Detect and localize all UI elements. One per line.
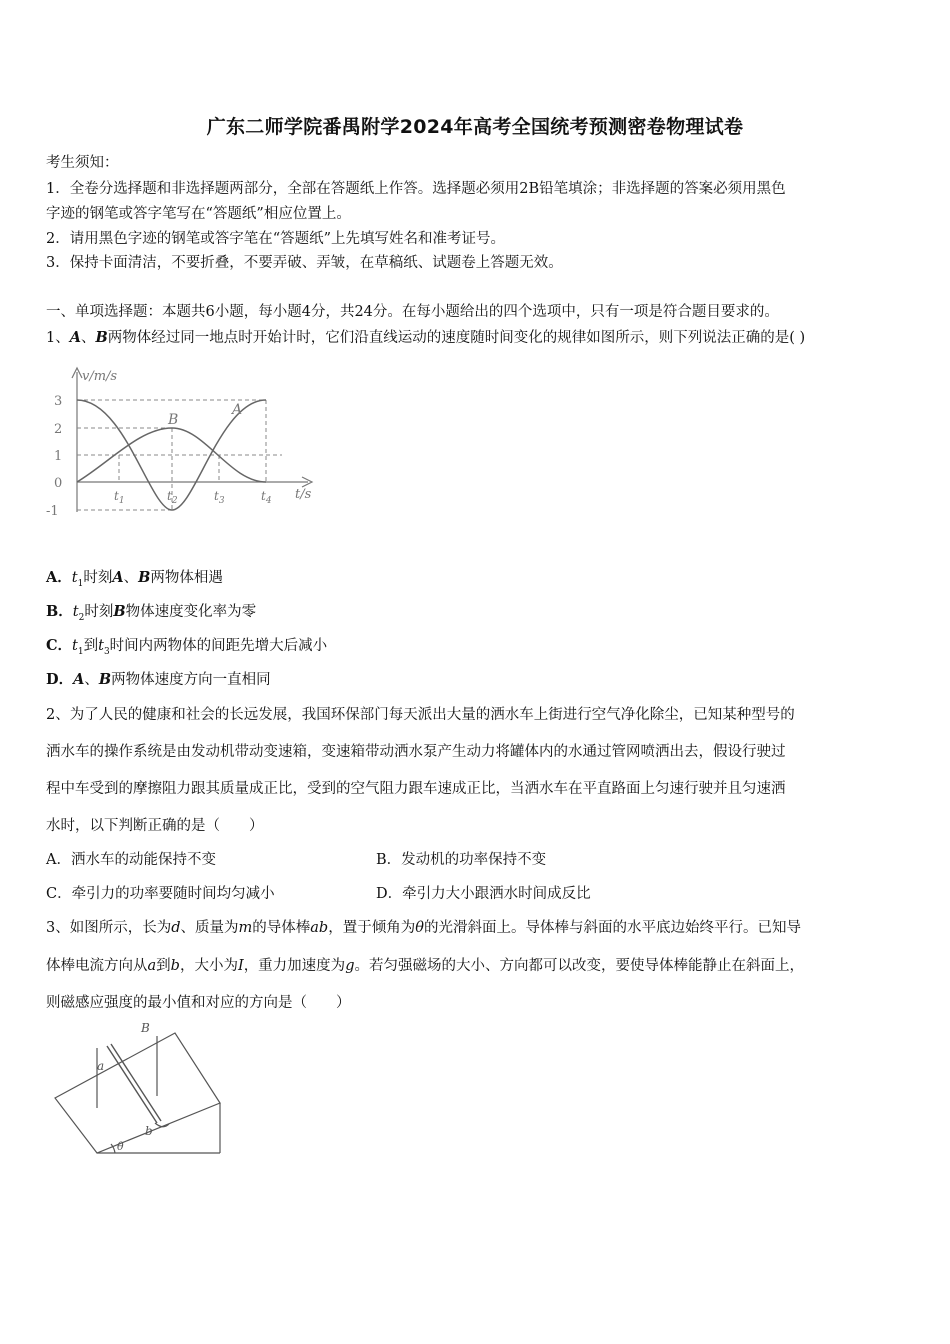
svg-text:1: 1 bbox=[54, 449, 63, 464]
label-a: a bbox=[97, 1059, 105, 1073]
q2-option-b: B．发动机的功率保持不变 bbox=[376, 852, 547, 868]
curve-a-label: A bbox=[232, 402, 243, 418]
q2-option-a: A．洒水车的动能保持不变 bbox=[46, 852, 216, 868]
question-3-line-1: 3、如图所示，长为d、质量为m的导体棒ab，置于倾角为θ的光滑斜面上。导体棒与斜面的水平底边始终平行。已知导 bbox=[46, 920, 801, 936]
svg-text:0: 0 bbox=[54, 476, 63, 491]
section-heading: 一、单项选择题：本题共6小题，每小题4分，共24分。在每小题给出的四个选项中，只有一项是符合题目要求的。 bbox=[46, 304, 779, 320]
question-2-line-2: 洒水车的操作系统是由发动机带动变速箱，变速箱带动洒水泵产生动力将罐体内的水通过管网喷洒出去，假设行驶过 bbox=[46, 744, 786, 760]
question-3-line-2: 体棒电流方向从a到b，大小为I，重力加速度为g。若匀强磁场的大小、方向都可以改变，要使导体棒能静止在斜面上， bbox=[46, 958, 804, 974]
notice-item-2: 2．请用黑色字迹的钢笔或答字笔在“答题纸”上先填写姓名和准考证号。 bbox=[46, 231, 506, 247]
label-b-field: B bbox=[141, 1021, 150, 1035]
svg-text:2: 2 bbox=[54, 422, 63, 437]
svg-text:t4: $t_4$ bbox=[261, 489, 272, 506]
incline-rod-diagram bbox=[45, 1018, 230, 1158]
q2-option-d: D．牵引力大小跟洒水时间成反比 bbox=[376, 886, 591, 902]
curve-b-label: B bbox=[168, 412, 179, 428]
q1-option-d: D．A、B两物体速度方向一直相同 bbox=[46, 671, 271, 688]
notice-item-3: 3．保持卡面清洁，不要折叠，不要弄破、弄皱，在草稿纸、试题卷上答题无效。 bbox=[46, 255, 563, 271]
question-1-stem: 1、A、B两物体经过同一地点时开始计时，它们沿直线运动的速度随时间变化的规律如图所示，则下列说法正确的是( ) bbox=[46, 329, 806, 346]
page-title: 广东二师学院番禺附学2024年高考全国统考预测密卷物理试卷 bbox=[206, 116, 744, 138]
svg-text:3: 3 bbox=[54, 394, 63, 409]
velocity-time-graph bbox=[40, 362, 330, 527]
q2-option-c: C．牵引力的功率要随时间均匀减小 bbox=[46, 886, 275, 902]
notice-item-1-cont: 字迹的钢笔或答字笔写在“答题纸”相应位置上。 bbox=[46, 206, 351, 222]
rod-edge-1 bbox=[107, 1046, 157, 1123]
q1-option-a: A．$t_1$时刻A、B两物体相遇 bbox=[46, 569, 223, 589]
y-tick-labels bbox=[46, 394, 62, 519]
x-axis-label: t/s bbox=[295, 487, 312, 502]
label-b: b bbox=[145, 1124, 153, 1138]
y-axis-label: v/m/s bbox=[82, 369, 118, 384]
svg-text:t2: $t_2$ bbox=[167, 489, 178, 506]
notice-item-1: 1．全卷分选择题和非选择题两部分，全部在答题纸上作答。选择题必须用2B铅笔填涂；非选择题的答案必须用黑色 bbox=[46, 181, 786, 197]
question-2-line-4: 水时，以下判断正确的是（ ） bbox=[46, 818, 264, 834]
x-tick-labels bbox=[114, 489, 272, 506]
question-2-line-3: 程中车受到的摩擦阻力跟其质量成正比，受到的空气阻力跟车速成正比，当洒水车在平直路面上匀速行驶并且匀速洒 bbox=[46, 781, 786, 797]
q1-option-b: B．$t_2$时刻B物体速度变化率为零 bbox=[46, 603, 257, 623]
svg-text:-1: -1 bbox=[46, 504, 59, 519]
svg-text:t1: $t_1$ bbox=[114, 489, 125, 506]
rod-edge-2 bbox=[111, 1044, 161, 1121]
svg-text:t3: $t_3$ bbox=[214, 489, 225, 506]
label-theta: θ bbox=[117, 1140, 124, 1153]
q1-option-c: C．$t_1$到$t_3$时间内两物体的间距先增大后减小 bbox=[46, 637, 328, 657]
question-2-line-1: 2、为了人民的健康和社会的长远发展，我国环保部门每天派出大量的洒水车上街进行空气净化除尘，已知某种型号的 bbox=[46, 707, 795, 723]
notice-heading: 考生须知： bbox=[46, 155, 119, 171]
question-3-line-3: 则磁感应强度的最小值和对应的方向是（ ） bbox=[46, 995, 351, 1011]
